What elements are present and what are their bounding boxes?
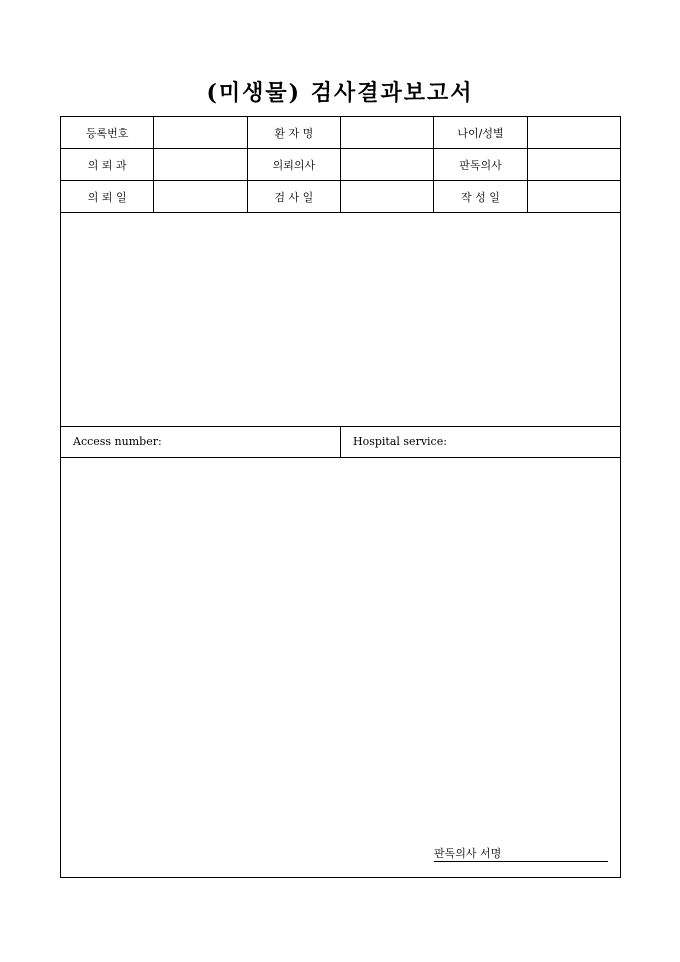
access-row	[61, 426, 620, 458]
table-row	[61, 117, 621, 149]
specimen-info-area[interactable]	[61, 212, 620, 427]
value-patient-name[interactable]	[341, 117, 434, 149]
hospital-service-field[interactable]	[341, 426, 620, 457]
label-reading-doctor: 판독의사	[434, 149, 527, 181]
value-test-date[interactable]	[341, 181, 434, 213]
label-registration-number: 등록번호	[61, 117, 154, 149]
label-test-date: 검 사 일	[247, 181, 340, 213]
value-requesting-doctor[interactable]	[341, 149, 434, 181]
report-form	[60, 116, 621, 878]
signature-line[interactable]	[434, 847, 608, 862]
value-registration-number[interactable]	[154, 117, 247, 149]
signature-label: 판독의사 서명	[434, 847, 502, 860]
table-row	[61, 149, 621, 181]
access-number-field[interactable]	[61, 426, 341, 457]
patient-info-table	[60, 116, 621, 213]
label-age-sex: 나이/성별	[434, 117, 527, 149]
label-requesting-department: 의 뢰 과	[61, 149, 154, 181]
value-age-sex[interactable]	[527, 117, 620, 149]
label-written-date: 작 성 일	[434, 181, 527, 213]
table-row	[61, 181, 621, 213]
hospital-service-label: Hospital service:	[353, 435, 447, 448]
label-request-date: 의 뢰 일	[61, 181, 154, 213]
label-patient-name: 환 자 명	[247, 117, 340, 149]
value-request-date[interactable]	[154, 181, 247, 213]
access-number-label: Access number:	[73, 435, 162, 448]
report-title: (미생물) 검사결과보고서	[206, 80, 474, 106]
value-written-date[interactable]	[527, 181, 620, 213]
value-reading-doctor[interactable]	[527, 149, 620, 181]
label-requesting-doctor: 의뢰의사	[247, 149, 340, 181]
value-requesting-department[interactable]	[154, 149, 247, 181]
